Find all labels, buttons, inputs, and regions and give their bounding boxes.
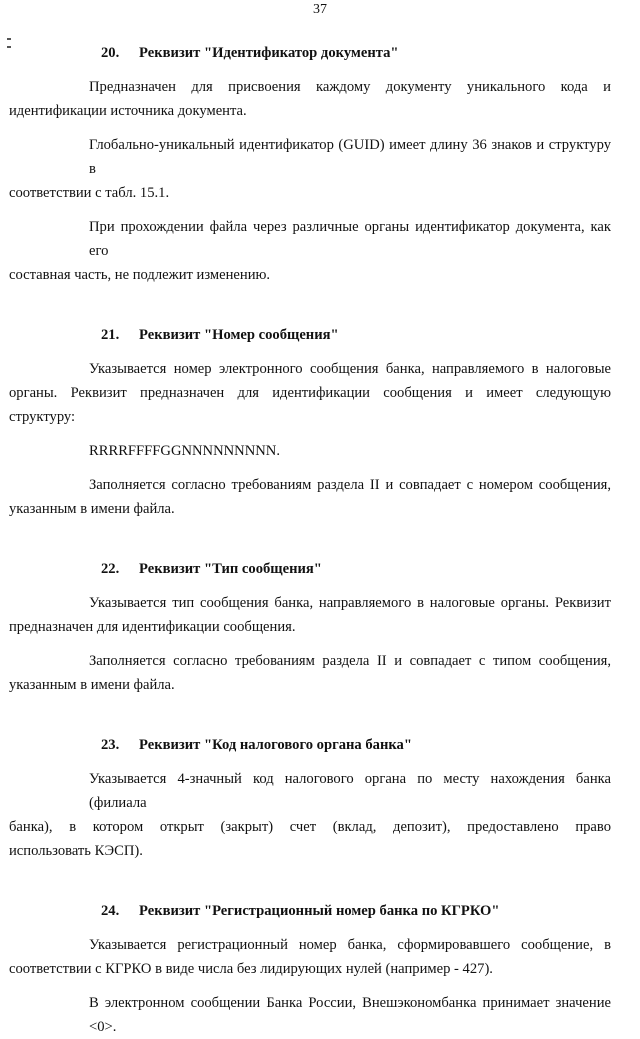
paragraph-line: составная часть, не подлежит изменению. — [9, 267, 271, 283]
paragraph-line: Заполняется согласно требованиям раздела II и совпадает с типом сообщения, — [89, 653, 611, 669]
paragraph — [9, 473, 611, 521]
paragraph-line: структуру: — [9, 409, 76, 425]
section-title: Реквизит "Идентификатор документа" — [139, 45, 399, 61]
paragraph-line: соответствии с табл. 15.1. — [9, 185, 170, 201]
scan-artifact — [7, 46, 11, 48]
section-heading — [89, 557, 611, 581]
paragraph-line: Указывается тип сообщения банка, направляемого в налоговые органы. Реквизит — [89, 595, 611, 611]
paragraph — [9, 357, 611, 429]
paragraph-line: соответствии с КГРКО в виде числа без лидирующих нулей (например - 427). — [9, 961, 493, 977]
section-title: Реквизит "Номер сообщения" — [139, 327, 339, 343]
paragraph — [9, 649, 611, 697]
section-title: Реквизит "Регистрационный номер банка по КГРКО" — [139, 903, 500, 919]
paragraph — [9, 215, 611, 287]
paragraph-line: В электронном сообщении Банка России, Внешэкономбанка принимает значение <0>. — [89, 995, 611, 1035]
paragraph-line: Предназначен для присвоения каждому документу уникального кода и — [89, 79, 611, 95]
section-number: 20. — [101, 45, 120, 61]
paragraph — [9, 767, 611, 863]
section-number: 23. — [101, 737, 120, 753]
section-heading — [89, 323, 611, 347]
paragraph — [89, 991, 611, 1039]
paragraph-line: При прохождении файла через различные органы идентификатор документа, как его — [89, 219, 611, 259]
paragraph-line: Указывается регистрационный номер банка, сформировавшего сообщение, в — [89, 937, 611, 953]
section-title: Реквизит "Код налогового органа банка" — [139, 737, 412, 753]
document-body — [9, 41, 611, 1039]
paragraph-line: Указывается 4-значный код налогового органа по месту нахождения банка (филиала — [89, 771, 611, 811]
paragraph — [9, 133, 611, 205]
paragraph-line: банка), в котором открыт (закрыт) счет (вклад, депозит), предоставлено право — [9, 819, 611, 835]
paragraph-line: идентификации источника документа. — [9, 103, 247, 119]
paragraph-line: указанным в имени файла. — [9, 677, 175, 693]
paragraph-line: Указывается номер электронного сообщения банка, направляемого в налоговые — [89, 361, 611, 377]
paragraph-line: указанным в имени файла. — [9, 501, 175, 517]
section-number: 24. — [101, 903, 120, 919]
paragraph-line: органы. Реквизит предназначен для идентификации сообщения и имеет следующую — [9, 385, 611, 401]
paragraph-line: Заполняется согласно требованиям раздела II и совпадает с номером сообщения, — [89, 477, 611, 493]
section-title: Реквизит "Тип сообщения" — [139, 561, 322, 577]
structure-code: RRRRFFFFGGNNNNNNNNN. — [89, 443, 280, 459]
section-heading — [89, 899, 611, 923]
section-heading — [89, 733, 611, 757]
section-number: 21. — [101, 327, 120, 343]
paragraph — [9, 75, 611, 123]
paragraph — [9, 933, 611, 981]
paragraph — [89, 439, 611, 463]
section-number: 22. — [101, 561, 120, 577]
scan-artifact — [7, 38, 11, 40]
page-number: 37 — [313, 2, 327, 17]
paragraph-line: Глобально-уникальный идентификатор (GUID) имеет длину 36 знаков и структуру в — [89, 137, 611, 177]
paragraph-line: предназначен для идентификации сообщения. — [9, 619, 296, 635]
paragraph-line: использовать КЭСП). — [9, 843, 143, 859]
section-heading — [89, 41, 611, 65]
paragraph — [9, 591, 611, 639]
